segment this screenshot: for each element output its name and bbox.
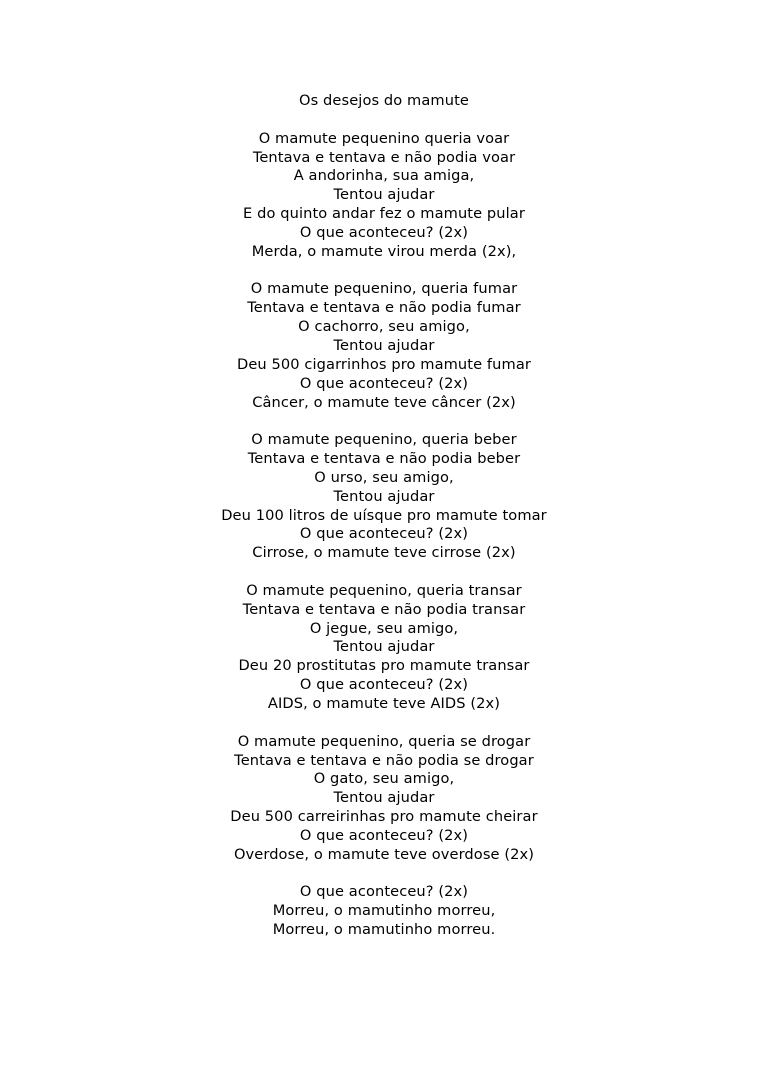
poem-line: Tentou ajudar — [333, 487, 435, 505]
poem-line: Tentava e tentava e não podia se drogar — [234, 751, 534, 769]
poem-line: Câncer, o mamute teve câncer (2x) — [252, 393, 516, 411]
poem-body — [0, 92, 768, 940]
poem-line: Tentava e tentava e não podia beber — [247, 450, 521, 468]
poem-line: Deu 20 prostitutas pro mamute transar — [238, 657, 530, 675]
stanza-4 — [0, 582, 768, 714]
poem-line: Cirrose, o mamute teve cirrose (2x) — [252, 544, 516, 562]
poem-line: E do quinto andar fez o mamute pular — [243, 205, 525, 223]
poem-line: O que aconteceu? (2x) — [299, 883, 469, 901]
poem-line: AIDS, o mamute teve AIDS (2x) — [267, 695, 501, 712]
poem-line: Deu 500 carreirinhas pro mamute cheirar — [230, 808, 538, 826]
poem-line: O cachorro, seu amigo, — [298, 318, 470, 336]
document-title: Os desejos do mamute — [299, 92, 469, 109]
poem-line: Tentava e tentava e não podia fumar — [247, 299, 521, 317]
poem-line: Tentava e tentava e não podia transar — [242, 600, 526, 618]
stanza-2 — [0, 280, 768, 412]
poem-line: O mamute pequenino, queria beber — [251, 431, 517, 449]
poem-line: O que aconteceu? (2x) — [299, 223, 469, 241]
stanza-1 — [0, 130, 768, 262]
poem-line: Deu 100 litros de uísque pro mamute tomar — [221, 506, 547, 524]
stanza-5 — [0, 733, 768, 865]
poem-line: O que aconteceu? (2x) — [299, 525, 469, 543]
poem-line: O mamute pequenino, queria fumar — [250, 280, 518, 298]
poem-line: Merda, o mamute virou merda (2x), — [251, 242, 517, 260]
poem-line: Tentou ajudar — [333, 336, 435, 354]
poem-line: Tentava e tentava e não podia voar — [252, 148, 516, 166]
poem-line: A andorinha, sua amiga, — [293, 167, 475, 185]
poem-line: O jegue, seu amigo, — [309, 619, 459, 637]
poem-line: O mamute pequenino, queria se drogar — [237, 732, 531, 750]
poem-line: O urso, seu amigo, — [314, 468, 454, 486]
poem-line: Morreu, o mamutinho morreu, — [272, 902, 496, 920]
poem-line: O que aconteceu? (2x) — [299, 826, 469, 844]
poem-line: Tentou ajudar — [333, 186, 435, 204]
stanza-6 — [0, 883, 768, 940]
stanza-3 — [0, 431, 768, 563]
poem-line: Tentou ajudar — [333, 638, 435, 656]
poem-line: O que aconteceu? (2x) — [299, 374, 469, 392]
poem-line: Tentou ajudar — [333, 789, 435, 807]
poem-line: O mamute pequenino queria voar — [258, 129, 510, 147]
poem-line: Deu 500 cigarrinhos pro mamute fumar — [237, 355, 531, 373]
poem-line: Overdose, o mamute teve overdose (2x) — [233, 845, 535, 863]
poem-line: Morreu, o mamutinho morreu. — [272, 921, 496, 939]
poem-line: O que aconteceu? (2x) — [299, 676, 469, 694]
poem-line: O gato, seu amigo, — [313, 770, 455, 788]
poem-line: O mamute pequenino, queria transar — [246, 581, 522, 599]
